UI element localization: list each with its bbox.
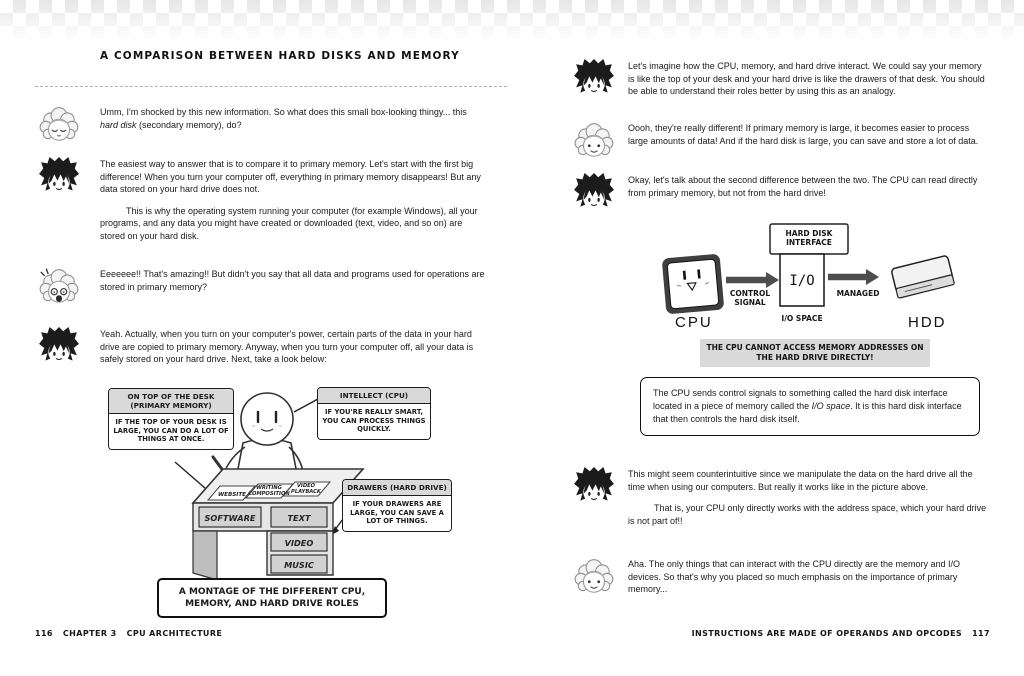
label-box-title: DRAWERS (HARD DRIVE): [343, 480, 451, 496]
dialogue-text: [628, 468, 990, 536]
dialogue-paragraph: This might seem counterintuitive since we manipulate the data on the hard drive all the time when using our computers. But really it works like in the picture above.: [628, 469, 973, 492]
desk-leg-panel: [193, 531, 217, 580]
label-box-body: IF THE TOP OF YOUR DESK IS LARGE, YOU CAN DO A LOT OF THINGS AT ONCE.: [109, 414, 233, 449]
dialogue-text: [100, 328, 486, 375]
drawer-label-text: TEXT: [287, 513, 311, 523]
dialogue-text: [100, 106, 486, 140]
dialogue-paragraph: Let's imagine how the CPU, memory, and hard drive interact. We could say your memory is like the top of your desk and your hard drive is like the drawers of that desk. You should be able to understand their roles better by using this as an analogy.: [628, 61, 985, 97]
dialogue-text: [100, 158, 486, 252]
io-box-text: I/O: [789, 273, 815, 289]
page-number: 117: [972, 629, 990, 638]
control-signal-label: CONTROL SIGNAL: [729, 289, 771, 307]
io-space-label: I/O SPACE: [781, 314, 823, 323]
label-box-body: IF YOUR DRAWERS ARE LARGE, YOU CAN SAVE A LOT OF THINGS.: [343, 496, 451, 531]
cpu-label: CPU: [675, 314, 713, 331]
dialogue-paragraph: Eeeeeee!! That's amazing!! But didn't you say that all data and programs used for operations are stored in primary memory?: [100, 269, 485, 292]
drawer-label-software: SOFTWARE: [204, 513, 256, 523]
section-heading: A COMPARISON BETWEEN HARD DISKS AND MEMORY: [100, 50, 460, 62]
label-box-primary-memory: [108, 388, 234, 450]
paper-label-website: WEBSITE: [217, 492, 247, 498]
right-footer: [682, 629, 990, 638]
checkerboard-border: [0, 0, 1024, 42]
dialogue-text: [628, 60, 990, 107]
paper-label-writing-composition: WRITING COMPOSITION: [248, 485, 290, 497]
paper-label-video-playback: VIDEO PLAYBACK: [291, 483, 321, 495]
section-title: INSTRUCTIONS ARE MADE OF OPERANDS AND OPCODES: [691, 629, 963, 638]
warning-box: THE CPU CANNOT ACCESS MEMORY ADDRESSES ON THE HARD DRIVE DIRECTLY!: [700, 339, 930, 367]
avatar-girl: [573, 556, 615, 598]
drawer-label-music: MUSIC: [284, 560, 314, 570]
avatar-girl: [573, 120, 615, 162]
dialogue-paragraph: The easiest way to answer that is to compare it to primary memory. Let's start with the first big difference! When you turn your computer off, everything in primary memory disappears! But any data stored on your hard drive does not.: [100, 159, 481, 195]
avatar-girl-shocked: [38, 266, 80, 308]
avatar-boy: [573, 58, 615, 100]
avatar-boy: [38, 156, 80, 198]
left-footer: [35, 629, 232, 638]
dialogue-paragraph: That is, your CPU only directly works with the address space, which your hard drive is not part of!!: [628, 503, 987, 526]
dialogue-text: [628, 174, 990, 208]
managed-label: MANAGED: [836, 289, 880, 298]
dialogue-text: [100, 268, 486, 302]
diagram-caption: A MONTAGE OF THE DIFFERENT CPU, MEMORY, AND HARD DRIVE ROLES: [157, 578, 387, 618]
dialogue-paragraph: Aha. The only things that can interact with the CPU directly are the memory and I/O devices. So that's why you placed so much emphasis on the importance of primary memory...: [628, 559, 960, 595]
dialogue-text: [628, 558, 990, 605]
dialogue-paragraph: Okay, let's talk about the second difference between the two. The CPU can read directly from primary memory, but not from the hard drive!: [628, 175, 978, 198]
page-number: 116: [35, 629, 53, 638]
desk: [193, 469, 363, 580]
cpu-io-hdd-diagram: [620, 220, 995, 334]
avatar-boy: [573, 466, 615, 508]
avatar-boy: [573, 172, 615, 214]
dialogue-text: [628, 122, 990, 156]
cpu-chip-icon: [662, 254, 725, 315]
chapter-title: CPU ARCHITECTURE: [126, 629, 223, 638]
dialogue-paragraph: Yeah. Actually, when you turn on your computer's power, certain parts of the data in your hard drive are copied to primary memory. Anyway, when you turn your computer off, all your data is safely stored on your hard drive. Next, take a look below:: [100, 329, 474, 365]
note-box: The CPU sends control signals to something called the hard disk interface located in a piece of memory called the I/O space. It is this hard disk interface that then controls the hard disk itself.: [640, 377, 980, 436]
label-box-drawers-hard-drive: [342, 479, 452, 532]
avatar-girl-shy: [38, 104, 80, 146]
dialogue-paragraph: Oooh, they're really different! If primary memory is large, it becomes easier to process large amounts of data! And if the hard disk is large, you can save and store a lot of data.: [628, 123, 979, 146]
label-box-title: ON TOP OF THE DESK (PRIMARY MEMORY): [109, 389, 233, 414]
label-box-intellect-cpu: [317, 387, 431, 440]
managed-arrowhead: [866, 269, 879, 285]
label-box-title: INTELLECT (CPU): [318, 388, 430, 404]
hdd-icon: [891, 255, 955, 298]
control-signal-arrowhead: [766, 272, 779, 288]
avatar-boy: [38, 326, 80, 368]
dialogue-paragraph: This is why the operating system running your computer (for example Windows), all your programs, and any data you might have created or downloaded (text, video, and so on) are stored on your hard disk.: [100, 205, 478, 241]
dialogue-paragraph: Umm, I'm shocked by this new information. So what does this small box-looking thingy... this hard disk (secondary memory), do?: [100, 107, 467, 130]
drawer-label-video: VIDEO: [284, 538, 314, 548]
label-box-body: IF YOU'RE REALLY SMART, YOU CAN PROCESS THINGS QUICKLY.: [318, 404, 430, 439]
dashed-divider: [35, 86, 507, 87]
hdd-label: HDD: [908, 314, 947, 331]
hard-disk-interface-label: HARD DISK INTERFACE: [785, 229, 833, 247]
cpu-box-pointer: [294, 399, 318, 412]
chapter-label: CHAPTER 3: [62, 629, 117, 638]
